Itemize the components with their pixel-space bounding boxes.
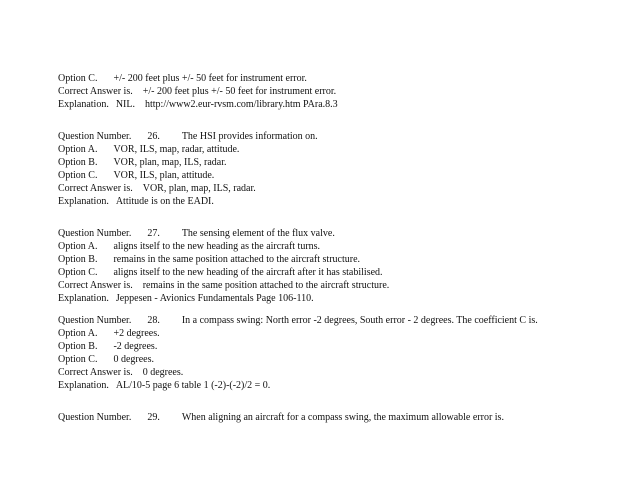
option-c-text: 0 degrees. bbox=[113, 354, 154, 365]
explanation-text-a: NIL. bbox=[115, 99, 135, 110]
option-a-text: VOR, ILS, map, radar, attitude. bbox=[113, 144, 240, 155]
q26-correct-answer bbox=[58, 182, 256, 195]
q28-option-c bbox=[58, 353, 154, 366]
correct-answer-label: Correct Answer is. bbox=[58, 86, 133, 97]
q28-question bbox=[58, 314, 538, 327]
explanation-label: Explanation. bbox=[58, 196, 109, 207]
explanation-text: Jeppesen - Avionics Fundamentals Page 106-110. bbox=[115, 293, 314, 304]
question-text: The HSI provides information on. bbox=[181, 131, 318, 142]
correct-answer-text: remains in the same position attached to the aircraft structure. bbox=[142, 280, 390, 291]
correct-answer-label: Correct Answer is. bbox=[58, 367, 133, 378]
q28-option-a bbox=[58, 327, 160, 340]
option-c-label: Option C. bbox=[58, 170, 98, 181]
question-text: In a compass swing: North error -2 degrees, South error - 2 degrees. The coefficient C is. bbox=[181, 315, 538, 326]
correct-answer-text: +/- 200 feet plus +/- 50 feet for instrument error. bbox=[142, 86, 337, 97]
explanation-label: Explanation. bbox=[58, 293, 109, 304]
question-number: 28. bbox=[147, 315, 160, 326]
option-b-text: remains in the same position attached to the aircraft structure. bbox=[113, 254, 361, 265]
q27-option-c bbox=[58, 266, 383, 279]
option-c-label: Option C. bbox=[58, 354, 98, 365]
option-a-label: Option A. bbox=[58, 328, 98, 339]
option-b-text: -2 degrees. bbox=[113, 341, 158, 352]
q26-question bbox=[58, 130, 318, 143]
correct-answer-text: VOR, plan, map, ILS, radar. bbox=[142, 183, 256, 194]
option-a-text: aligns itself to the new heading as the aircraft turns. bbox=[113, 241, 321, 252]
explanation-text: Attitude is on the EADI. bbox=[115, 196, 214, 207]
q26-option-a bbox=[58, 143, 239, 156]
q27-question bbox=[58, 227, 335, 240]
question-number: 26. bbox=[147, 131, 160, 142]
q27-correct-answer bbox=[58, 279, 389, 292]
option-c-text: VOR, ILS, plan, attitude. bbox=[113, 170, 215, 181]
option-c-label: Option C. bbox=[58, 73, 98, 84]
block0-correct-answer bbox=[58, 85, 336, 98]
option-a-label: Option A. bbox=[58, 241, 98, 252]
option-a-label: Option A. bbox=[58, 144, 98, 155]
option-b-text: VOR, plan, map, ILS, radar. bbox=[113, 157, 227, 168]
correct-answer-label: Correct Answer is. bbox=[58, 183, 133, 194]
option-c-text: +/- 200 feet plus +/- 50 feet for instrument error. bbox=[113, 73, 307, 84]
q27-option-b bbox=[58, 253, 360, 266]
question-number: 29. bbox=[147, 412, 160, 423]
option-b-label: Option B. bbox=[58, 157, 98, 168]
option-c-text: aligns itself to the new heading of the aircraft after it has stabilised. bbox=[113, 267, 383, 278]
option-a-text: +2 degrees. bbox=[113, 328, 160, 339]
question-text: When aligning an aircraft for a compass swing, the maximum allowable error is. bbox=[181, 412, 504, 423]
explanation-text: AL/10-5 page 6 table 1 (-2)-(-2)/2 = 0. bbox=[115, 380, 271, 391]
block0-option-c bbox=[58, 72, 307, 85]
q26-option-c bbox=[58, 169, 214, 182]
question-text: The sensing element of the flux valve. bbox=[181, 228, 335, 239]
option-b-label: Option B. bbox=[58, 254, 98, 265]
explanation-text-b: http://www2.eur-rvsm.com/library.htm PAra.8.3 bbox=[145, 99, 338, 110]
explanation-label: Explanation. bbox=[58, 380, 109, 391]
option-c-label: Option C. bbox=[58, 267, 98, 278]
correct-answer-text: 0 degrees. bbox=[142, 367, 184, 378]
block0-explanation bbox=[58, 98, 338, 111]
correct-answer-label: Correct Answer is. bbox=[58, 280, 133, 291]
q28-option-b bbox=[58, 340, 157, 353]
q26-explanation bbox=[58, 195, 214, 208]
q28-correct-answer bbox=[58, 366, 183, 379]
question-label: Question Number. bbox=[58, 131, 132, 142]
q26-option-b bbox=[58, 156, 227, 169]
q27-option-a bbox=[58, 240, 320, 253]
q27-explanation bbox=[58, 292, 314, 305]
question-label: Question Number. bbox=[58, 412, 132, 423]
question-label: Question Number. bbox=[58, 315, 132, 326]
q29-question bbox=[58, 411, 504, 424]
q28-explanation bbox=[58, 379, 270, 392]
option-b-label: Option B. bbox=[58, 341, 98, 352]
question-label: Question Number. bbox=[58, 228, 132, 239]
question-number: 27. bbox=[147, 228, 160, 239]
explanation-label: Explanation. bbox=[58, 99, 109, 110]
